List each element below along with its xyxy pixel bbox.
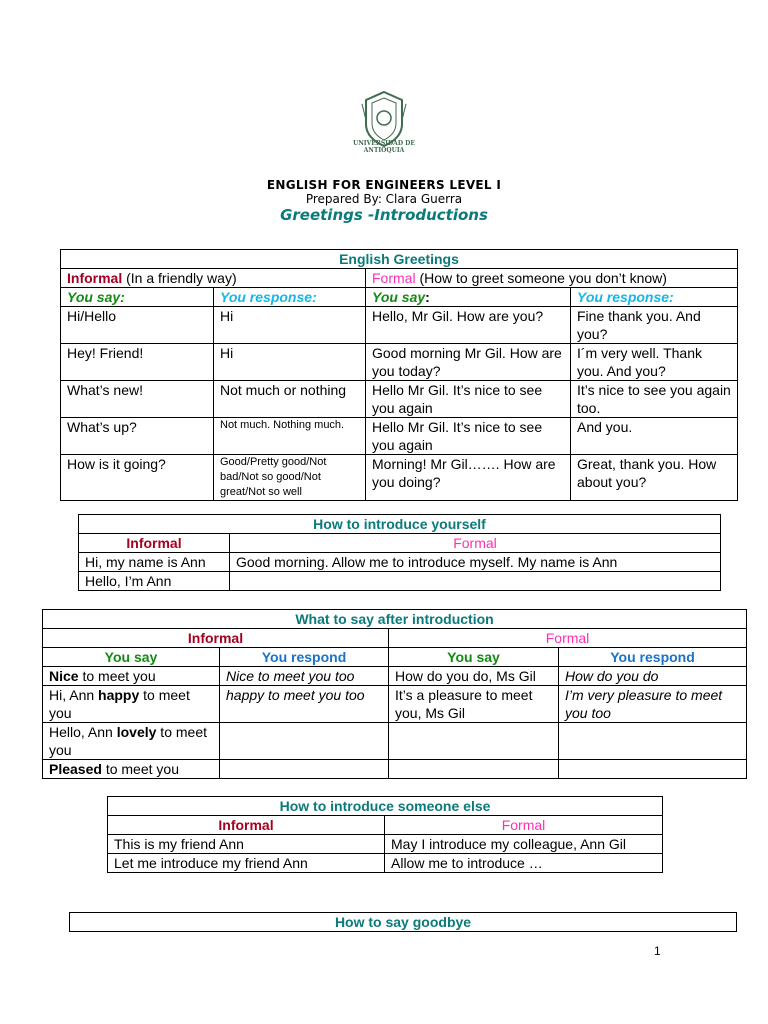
informal-header: Informal [108,816,385,835]
table-cell: Hello, Ann lovely to meet you [43,723,220,760]
table-cell: How do you do [559,667,747,686]
table-cell: It’s a pleasure to meet you, Ms Gil [389,686,559,723]
table-cell: What’s up? [61,418,214,455]
you-response-header: You response: [214,288,366,307]
you-say-formal-header: You say: [366,288,571,307]
table-cell: I´m very well. Thank you. And you? [571,344,738,381]
table-cell: Fine thank you. And you? [571,307,738,344]
table-cell: Hello Mr Gil. It’s nice to see you again [366,381,571,418]
formal-header: Formal (How to greet someone you don’t know) [366,269,738,288]
you-respond-header: You respond [220,648,389,667]
table-cell [559,760,747,779]
goodbye-title: How to say goodbye [70,913,737,932]
after-intro-title: What to say after introduction [43,610,747,629]
greetings-title: English Greetings [61,250,738,269]
table-cell: Hi [214,344,366,381]
goodbye-table [69,912,737,932]
table-cell: I’m very pleasure to meet you too [559,686,747,723]
you-response-formal-header: You response: [571,288,738,307]
you-say-header: You say [43,648,220,667]
table-cell: How is it going? [61,455,214,501]
table-cell: Good morning. Allow me to introduce myself. My name is Ann [230,553,721,572]
you-say-formal-header: You say [389,648,559,667]
you-say-header: You say: [61,288,214,307]
table-cell [559,723,747,760]
table-cell: happy to meet you too [220,686,389,723]
course-title: ENGLISH FOR ENGINEERS LEVEL I [266,178,502,192]
table-cell: Hi, my name is Ann [79,553,230,572]
topic-title: Greetings -Introductions [280,206,488,224]
table-cell: Let me introduce my friend Ann [108,854,385,873]
table-cell [230,572,721,591]
table-cell: Pleased to meet you [43,760,220,779]
university-seal [353,90,415,158]
table-cell: Morning! Mr Gil……. How are you doing? [366,455,571,501]
prepared-by: Prepared By: Clara Guerra [305,192,463,206]
you-respond-formal-header: You respond [559,648,747,667]
logo-text: UNIVERSIDAD DE ANTIOQUIA [353,140,415,154]
table-cell: What’s new! [61,381,214,418]
table-cell: Great, thank you. How about you? [571,455,738,501]
table-cell: Hi, Ann happy to meet you [43,686,220,723]
table-cell: Hi [214,307,366,344]
table-cell: Allow me to introduce … [385,854,663,873]
table-cell: Hey! Friend! [61,344,214,381]
page-number: 1 [654,944,661,958]
introduce-someone-table [107,796,663,873]
table-cell: Not much or nothing [214,381,366,418]
table-cell [389,723,559,760]
table-cell: Hello, Mr Gil. How are you? [366,307,571,344]
table-cell: Not much. Nothing much. [214,418,366,455]
table-cell: Good/Pretty good/Not bad/Not so good/Not great/Not so well [214,455,366,501]
table-cell: And you. [571,418,738,455]
table-cell: Nice to meet you [43,667,220,686]
formal-header: Formal [389,629,747,648]
table-cell: It’s nice to see you again too. [571,381,738,418]
informal-header: Informal (In a friendly way) [61,269,366,288]
informal-header: Informal [43,629,389,648]
table-cell: This is my friend Ann [108,835,385,854]
informal-header: Informal [79,534,230,553]
introduce-someone-title: How to introduce someone else [108,797,663,816]
table-cell: Hi/Hello [61,307,214,344]
table-cell [389,760,559,779]
formal-header: Formal [385,816,663,835]
introduce-yourself-table [78,514,721,591]
greetings-table [60,249,738,501]
table-cell [220,760,389,779]
table-cell: May I introduce my colleague, Ann Gil [385,835,663,854]
after-introduction-table [42,609,747,779]
table-cell [220,723,389,760]
table-cell: How do you do, Ms Gil [389,667,559,686]
introduce-yourself-title: How to introduce yourself [79,515,721,534]
table-cell: Good morning Mr Gil. How are you today? [366,344,571,381]
table-cell: Hello Mr Gil. It’s nice to see you again [366,418,571,455]
table-cell: Nice to meet you too [220,667,389,686]
formal-header: Formal [230,534,721,553]
table-cell: Hello, I’m Ann [79,572,230,591]
